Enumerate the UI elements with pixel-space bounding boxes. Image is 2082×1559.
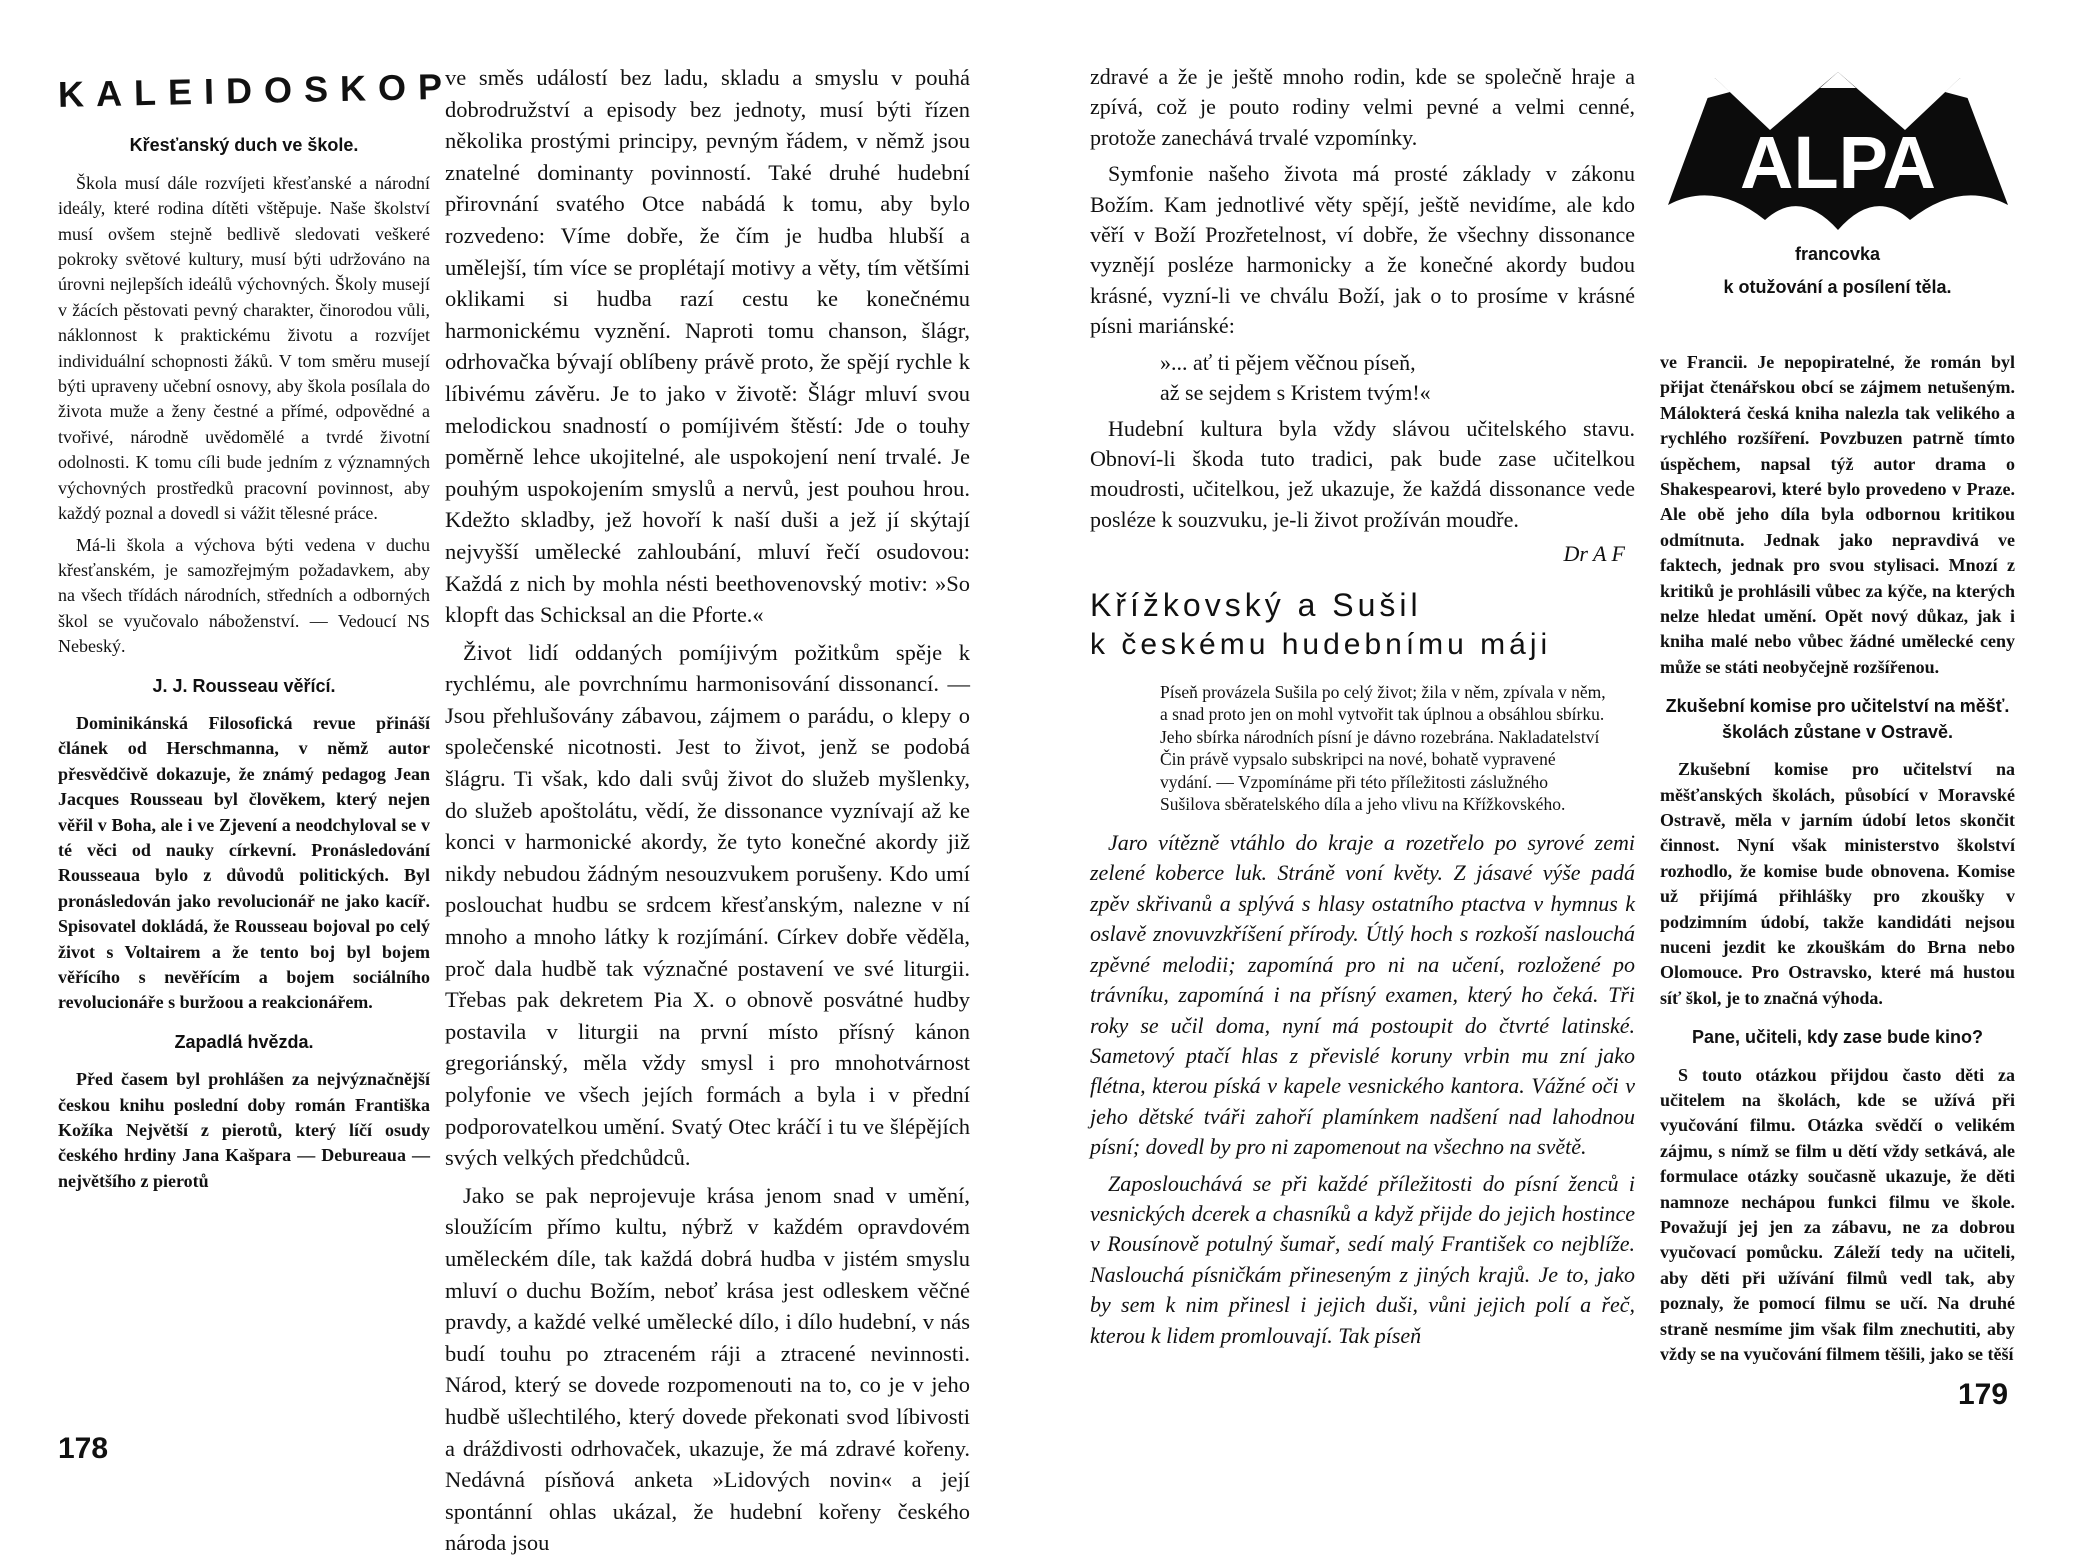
quote-line: »... ať ti pějem věčnou píseň, bbox=[1160, 349, 1416, 375]
right-column-1 bbox=[1090, 62, 1635, 1452]
paragraph: Dominikánská Filosofická revue přináší článek od Herschmanna, v němž autor přesvědčivě dokazuje, že známý pedagog Jean Jacques Rousseau byl člověkem, který nejen věřil v Boha, ale i ve Zjevení a neodchyloval se v té věci od nauky církevní. Pronásledování Rousseaua bylo z důvodů politických. Byl pronásledován jako revolucionář ne jako kacíř. Spisovatel dokládá, že Rousseau bojoval po celý život s Voltairem a že tento boj byl bojem věřícího s nevěřícím a bojem sociálního revolucionáře s buržoou a reakcionářem. bbox=[58, 712, 430, 1013]
bold-block bbox=[1660, 350, 2015, 680]
bold-block bbox=[1660, 1063, 2015, 1368]
section-heading: Zkušební komise pro učitelství na měšť. školách zůstane v Ostravě. bbox=[1665, 696, 2010, 742]
paragraph: Zkušební komise pro učitelství na měšťanských školách, působící v Moravské Ostravě, měla v jarním údobí letos skončit činnost. Nyní však ministerstvo školství rozhodlo, že komise bude obnovena. Komise už přijímá přihlášky pro zkoušky v podzimním údobí, takže kandidáti nejsou nuceni jezdit ke zkouškám do Brna nebo Olomouce. Pro Ostravsko, které má hustou síť škol, je to značná výhoda. bbox=[1660, 759, 2015, 1008]
paragraph: zdravé a že je ještě mnoho rodin, kde se společně hraje a zpívá, což je pouto rodiny velmi pevné a velmi cenné, protože zanechává trvalé vzpomínky. bbox=[1090, 64, 1635, 150]
paragraph: ve směs událostí bez ladu, skladu a smyslu v pouhá dobrodružství a episody bez jednoty, musí býti řízen několika prostými principy, pevným řádem, v němž jsou znatelné dominanty povinností. Také druhé hudební přirovnání svatého Otce nabádá k tomu, aby bylo rozvedeno: Víme dobře, že čím je hudba hlubší a umělejší, tím více se proplétají motivy a věty, tím většími oklikami si hudba razí cestu ke konečnému harmonickému vyznění. Naproti tomu chanson, šlágr, odrhovačka bývají oblíbeny právě proto, že spějí rychle k líbivému závěru. Je to jako v životě: Šlágr mluví svou melodickou snadností o pomíjivém štěstí: Jde o touhy poměrně lehce ukojitelné, ale uspokojení není trvalé. Je pouhým uspokojením smyslů a nervů, jest pouhou hrou. Kdežto skladby, jež hovoří k naší duši a jež jí skýtají nejvyšší umělecké zahloubání, mluví řečí osudovou: Každá z nich by mohla nésti beethovenovský motiv: »So klopft das Schicksal an die Pforte.« bbox=[445, 65, 970, 628]
ad-line-1: francovka bbox=[1794, 244, 1881, 264]
paragraph: Život lidí oddaných pomíjivým požitkům spěje k rychlému, ale povrchnímu harmonisování dissonancí. — Jsou přehlušovány zábavou, zájmem o parádu, o klepy o společenské nicotnosti. Jest to život, jenž se podobá šlágru. Ti však, kdo dali svůj život do služeb myšlenky, do služeb apoštolátu, vědí, že dissonance vyznívají až ke konci v harmonické akordy, že tyto konečné akordy již nikdy nebudou žádným nesouzvukem porušeny. Kdo umí poslouchat hudbu se srdcem křesťanským, nalezne v ní mnoho a mnoho látky k rozjímání. Církev dobře věděla, proč dala hudbě tak význačné postavení ve své liturgii. Třebas pak dekretem Pia X. o obnově posvátné hudby postavila v liturgii na první místo přísný kánon gregoriánský, měla vždy smysl i pro mnohotvárnost polyfonie ve všech jejích formách a byla i v přední podporovatelkou umění. Svatý Otec kráčí i tu ve šlépějích svých velkých předchůdců. bbox=[445, 639, 970, 1171]
kaleidoskop-title: KALEIDOSKOP bbox=[57, 65, 455, 115]
left-column-1 bbox=[57, 65, 455, 1400]
bold-block bbox=[58, 1067, 430, 1194]
quote-line: až se sejdem s Kristem tvým!« bbox=[1160, 379, 1431, 405]
section-heading: J. J. Rousseau věřící. bbox=[152, 675, 336, 696]
signature: Dr A F bbox=[1563, 541, 1625, 567]
paragraph: Hudební kultura byla vždy slávou učitelského stavu. Obnoví-li škoda tuto tradici, pak bude zase učitelkou moudrosti, učitelkou, jež ukazuje, že každá dissonance vede posléze k souzvuku, je-li život prožíván moudře. bbox=[1090, 415, 1635, 532]
paragraph: Zaposlouchává se při každé příležitosti do písní ženců i vesnických dcerek a chasníků a když přijde do jejich hostince v Rousínově potulný šumař, sedí malý František co nejblíže. Naslouchá písničkám přineseným z jiných krajů. Je to, jako by sem k nim přinesl i jejich duši, vůni jejich polí a řeč, kterou k lidem promlouvají. Tak píseň bbox=[1090, 1170, 1635, 1348]
article-lede: Píseň provázela Sušila po celý život; žila v něm, zpívala v něm, a snad proto jen on mohl vytvořit tak úplnou a obsáhlou sbírku. Jeho sbírka národních písní je dávno rozebrána. Nakladatelství Čin právě vypsalo subskripci na nové, bohatě vypravené vydání. — Vzpomínáme při této příležitosti záslužného Sušilova sběratelského díla a jeho vlivu na Křížkovského. bbox=[1160, 681, 1606, 815]
section-heading: Křesťanský duch ve škole. bbox=[129, 135, 359, 156]
bold-block bbox=[58, 711, 430, 1016]
alpa-advertisement bbox=[1660, 70, 2015, 320]
bold-block bbox=[1660, 757, 2015, 1011]
quote-block bbox=[1160, 348, 1635, 408]
paragraph: Před časem byl prohlášen za nejvýznačnější českou knihu poslední doby román Františka Kožíka Největší z pierotů, který líčí osudy českého hrdiny Jana Kašpara — Debureaua — největšího z pierotů bbox=[58, 1069, 430, 1191]
article-subtitle: k českému hudebnímu máji bbox=[1090, 628, 1552, 662]
paragraph: Symfonie našeho života má prosté základy v zákonu Božím. Kam jednotlivé věty spějí, ještě nevidíme, ale kdo věří v Boží Prozřetelnost, ví dobře, že všechny dissonance vyznějí posléze harmonicky a že konečné akordy budou krásné, vyzní-li ve chválu Boží, jak o to prosíme v krásné písni mariánské: bbox=[1090, 161, 1635, 339]
article-title: Křížkovský a Sušil bbox=[1090, 586, 1422, 623]
italic-body bbox=[1090, 828, 1635, 1351]
page-number-left: 178 bbox=[58, 1432, 109, 1465]
alpa-brand-text: ALPA bbox=[1740, 121, 1936, 204]
paragraph: S touto otázkou přijdou často děti za učitelem na školách, kde se užívá při vyučování filmu. Otázka svědčí o velikém zájmu, s nímž se film u dětí vždy setkává, ale formulace otázky současně ukazuje, že děti namnoze nechápou funkci filmu ve škole. Považují jej jen za zábavu, ne za dobrou vyučovací pomůcku. Záleží tedy na učiteli, aby děti při užívání filmů vedl tak, aby poznaly, že pomocí filmu se učí. Na druhé straně nesmíme jim však film znechutiti, aby vždy se na vyučování filmem těšili, jako se těší bbox=[1660, 1064, 2015, 1365]
paragraph: Jaro vítězně vtáhlo do kraje a rozetřelo po syrové zemi zelené koberce luk. Stráně voní květy. Z jásavé výše padá zpěv skřivanů a splývá s hlasy ostatního ptactva v hymnus k oslavě znovuvzkříšení přírody. Útlý hoch s rozkoší naslouchá zpěvné melodii; zapomíná pro ni na učení, rozložené po trávníku, zapomíná i na přísný examen, který ho čeká. Tři roky se učil doma, nyní má postoupit do čtvrté latinské. Sametový ptačí hlas z převislé koruny vrbin mu zní jako flétna, kterou píská v kapele vesnického kantora. Vážné oči v jeho dětské tváři zahoří plamínkem nadšení nad lahodnou písní; dovedl by pro ni zapomenout na všechno na světě. bbox=[1090, 830, 1635, 1160]
left-column-2 bbox=[445, 62, 970, 1556]
page-number-right: 179 bbox=[1958, 1378, 2009, 1411]
paragraph: ve Francii. Je nepopiratelné, že román byl přijat čtenářskou obcí se zájmem netušeným. Málokterá česká kniha nalezla tak velikého a rychlého rozšíření. Povzbuzen patrně tímto úspěchem, napsal týž autor drama o Shakespearovi, které bylo provedeno v Praze. Ale obě jeho díla byla odbornou kritikou odmítnuta. Jednak jako nepravdivá ve faktech, jednak pro svou stylisaci. Mnozí z kritiků je prohlásili vůbec za kýče, na kterých nelze hledat umění. Opět nový důkaz, jak i kniha malé nebo vůbec žádné umělecké ceny může se státi neobyčejně rozšířenou. bbox=[1660, 352, 2015, 677]
ad-line-2: k otužování a posílení těla. bbox=[1723, 277, 1952, 297]
paragraph: Jako se pak neprojevuje krása jenom snad v umění, sloužícím přímo kultu, nýbrž v každém opravdovém uměleckém díle, tak každá dobrá hudba v jistém smyslu mluví o duchu Božím, neboť krása jest odleskem věčné pravdy, a každé velké umělecké dílo, i dílo hudební, v nás budí touhu po ztraceném ráji a ztracené nevinnosti. Národ, který se dovede rozpomenouti na to, co je v jeho hudbě ušlechtilého, který dovede překonati svod líbivosti a dráždivosti odrhovaček, ukazuje, že má zdravé kořeny. Nedávná písňová anketa »Lidových novin« a její spontánní ohlas ukázal, že hudební kořeny českého národa jsou bbox=[445, 1182, 970, 1556]
alpa-logo bbox=[1660, 70, 2015, 240]
section-heading: Pane, učiteli, kdy zase bude kino? bbox=[1691, 1027, 1984, 1048]
paragraph: Škola musí dále rozvíjeti křesťanské a národní ideály, které rodina dítěti vštěpuje. Naše školství musí ovšem stejně bedlivě sledovati veškeré pokroky světové kultury, musí býti udržováno na úrovni nejlepších ideálů výchovných. Školy musejí v žácích pěstovati pevný charakter, činorodou vůli, náklonnost k praktickému životu a rozvíjet individuální schopnosti žáků. V tom směru musejí býti upraveny učební osnovy, aby škola posílala do života muže a ženy čestné a přímé, odpovědné a tvořivé, národně uvědomělé a tvrdé životní odolnosti. K tomu cíli bude jedním z významných výchovných prostředků pracovní povinnost, aby každý poznal a dovedl si vážit tělesné práce. bbox=[58, 172, 430, 524]
right-column-2 bbox=[1660, 350, 2015, 1410]
paragraph: Má-li škola a výchova býti vedena v duchu křesťanském, je samozřejmým požadavkem, aby na všech třídách národních, středních a odborných škol se vyučovalo náboženství. — Vedoucí NS Nebeský. bbox=[58, 534, 430, 657]
section-heading: Zapadlá hvězda. bbox=[174, 1031, 314, 1052]
